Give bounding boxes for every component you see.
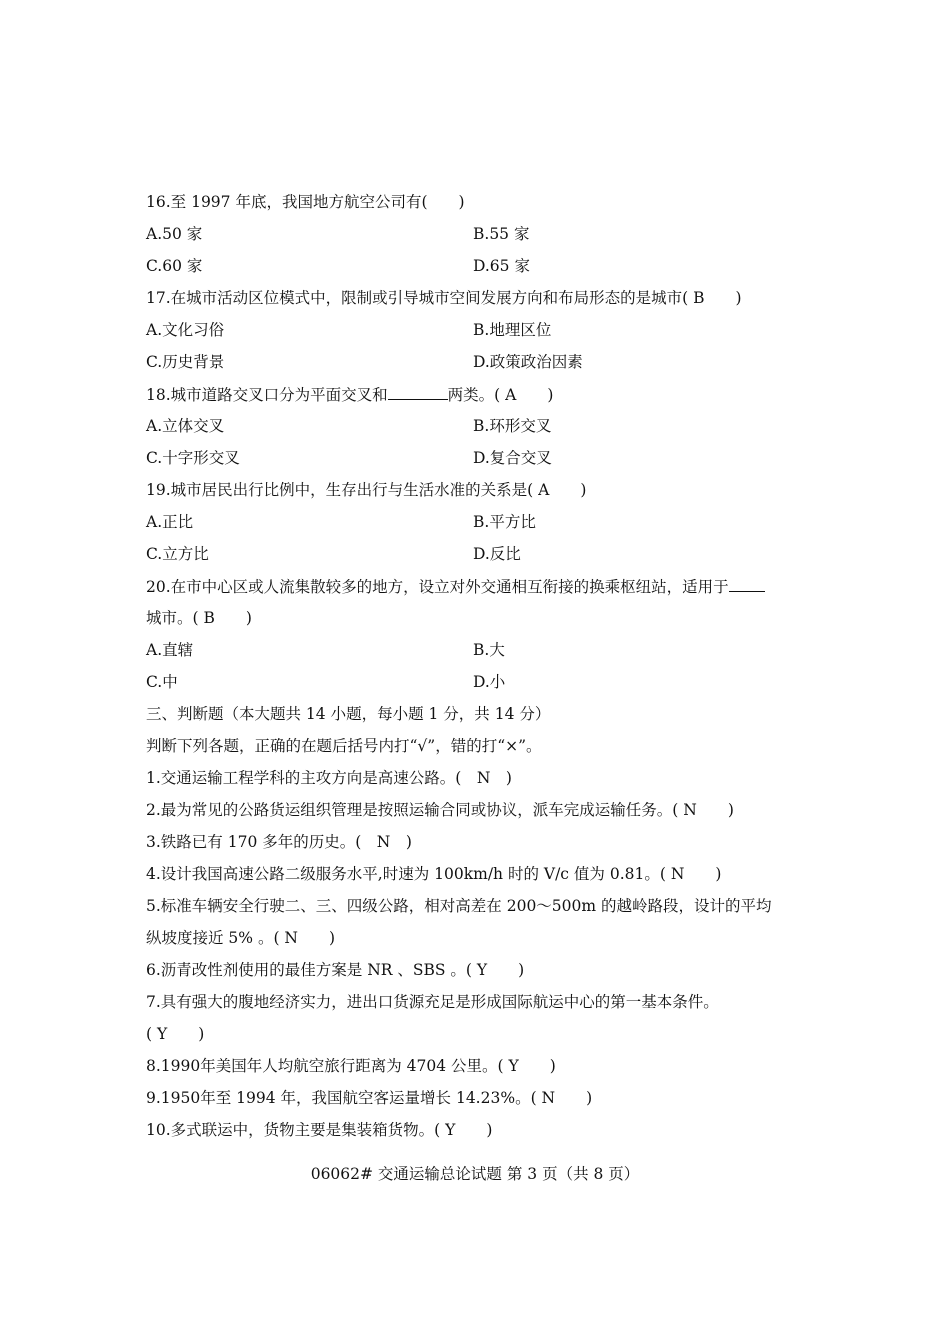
option-c: C.立方比 xyxy=(146,545,209,563)
true-false-item-6: 6.沥青改性剂使用的最佳方案是 NR 、SBS 。( Y ) xyxy=(146,961,525,979)
fill-blank xyxy=(388,383,448,400)
option-b: B.地理区位 xyxy=(473,321,552,339)
option-d: D.65 家 xyxy=(473,257,530,275)
question-19-options-row-1 xyxy=(146,511,810,533)
option-d: D.反比 xyxy=(473,545,521,563)
true-false-item-2: 2.最为常见的公路货运组织管理是按照运输合同或协议，派车完成运输任务。( N ) xyxy=(146,801,734,819)
question-16-options-row-2 xyxy=(146,255,810,277)
section-3-instruction: 判断下列各题，正确的在题后括号内打“√”，错的打“×”。 xyxy=(146,737,542,755)
question-20-options-row-2 xyxy=(146,671,810,693)
true-false-item-10: 10.多式联运中，货物主要是集装箱货物。( Y ) xyxy=(146,1121,493,1139)
option-c: C.中 xyxy=(146,673,178,691)
true-false-item-4: 4.设计我国高速公路二级服务水平,时速为 100km/h 时的 V/c 值为 0.81。( N ) xyxy=(146,865,722,883)
option-b: B.大 xyxy=(473,641,505,659)
question-20-stem-line-2: 城市。( B ) xyxy=(146,609,252,627)
option-d: D.政策政治因素 xyxy=(473,353,583,371)
true-false-item-1: 1.交通运输工程学科的主攻方向是高速公路。( N ) xyxy=(146,769,512,787)
question-20-stem-text: 20.在市中心区或人流集散较多的地方，设立对外交通相互衔接的换乘枢纽站，适用于 xyxy=(146,578,729,596)
option-a: A.直辖 xyxy=(146,641,194,659)
true-false-item-8: 8.1990年美国年人均航空旅行距离为 4704 公里。( Y ) xyxy=(146,1057,556,1075)
question-17-options-row-1 xyxy=(146,319,810,341)
question-18-options-row-1 xyxy=(146,415,810,437)
question-16-stem: 16.至 1997 年底，我国地方航空公司有( ) xyxy=(146,193,465,211)
question-18-options-row-2 xyxy=(146,447,810,469)
true-false-item-5-line-1: 5.标准车辆安全行驶二、三、四级公路，相对高差在 200～500m 的越岭路段，设计的平均 xyxy=(146,897,772,915)
option-b: B.环形交叉 xyxy=(473,417,552,435)
option-a: A.立体交叉 xyxy=(146,417,225,435)
question-17-options-row-2 xyxy=(146,351,810,373)
option-a: A.50 家 xyxy=(146,225,203,243)
question-19-stem: 19.城市居民出行比例中，生存出行与生活水准的关系是( A ) xyxy=(146,481,587,499)
question-18-stem xyxy=(146,383,810,405)
page-footer: 06062# 交通运输总论试题 第 3 页（共 8 页） xyxy=(310,1165,640,1183)
option-c: C.60 家 xyxy=(146,257,203,275)
true-false-item-9: 9.1950年至 1994 年，我国航空客运量增长 14.23%。( N ) xyxy=(146,1089,593,1107)
option-a: A.文化习俗 xyxy=(146,321,225,339)
option-b: B.55 家 xyxy=(473,225,530,243)
true-false-item-3: 3.铁路已有 170 多年的历史。( N ) xyxy=(146,833,412,851)
option-b: B.平方比 xyxy=(473,513,536,531)
question-18-stem-pre: 18.城市道路交叉口分为平面交叉和 xyxy=(146,386,388,404)
option-c: C.历史背景 xyxy=(146,353,225,371)
question-19-options-row-2 xyxy=(146,543,810,565)
option-c: C.十字形交叉 xyxy=(146,449,240,467)
fill-blank xyxy=(729,575,765,592)
option-d: D.小 xyxy=(473,673,506,691)
question-16-options-row-1 xyxy=(146,223,810,245)
true-false-item-5-line-2: 纵坡度接近 5% 。( N ) xyxy=(146,929,336,947)
true-false-item-7-line-2: ( Y ) xyxy=(146,1025,205,1043)
question-17-stem: 17.在城市活动区位模式中，限制或引导城市空间发展方向和布局形态的是城市( B ) xyxy=(146,289,742,307)
true-false-item-7-line-1: 7.具有强大的腹地经济实力，进出口货源充足是形成国际航运中心的第一基本条件。 xyxy=(146,993,719,1011)
question-18-stem-post: 两类。( A ) xyxy=(447,386,554,404)
section-3-title: 三、判断题（本大题共 14 小题，每小题 1 分，共 14 分） xyxy=(146,705,551,723)
option-a: A.正比 xyxy=(146,513,194,531)
question-20-options-row-1 xyxy=(146,639,810,661)
question-20-stem-line-1 xyxy=(146,575,810,597)
option-d: D.复合交叉 xyxy=(473,449,552,467)
